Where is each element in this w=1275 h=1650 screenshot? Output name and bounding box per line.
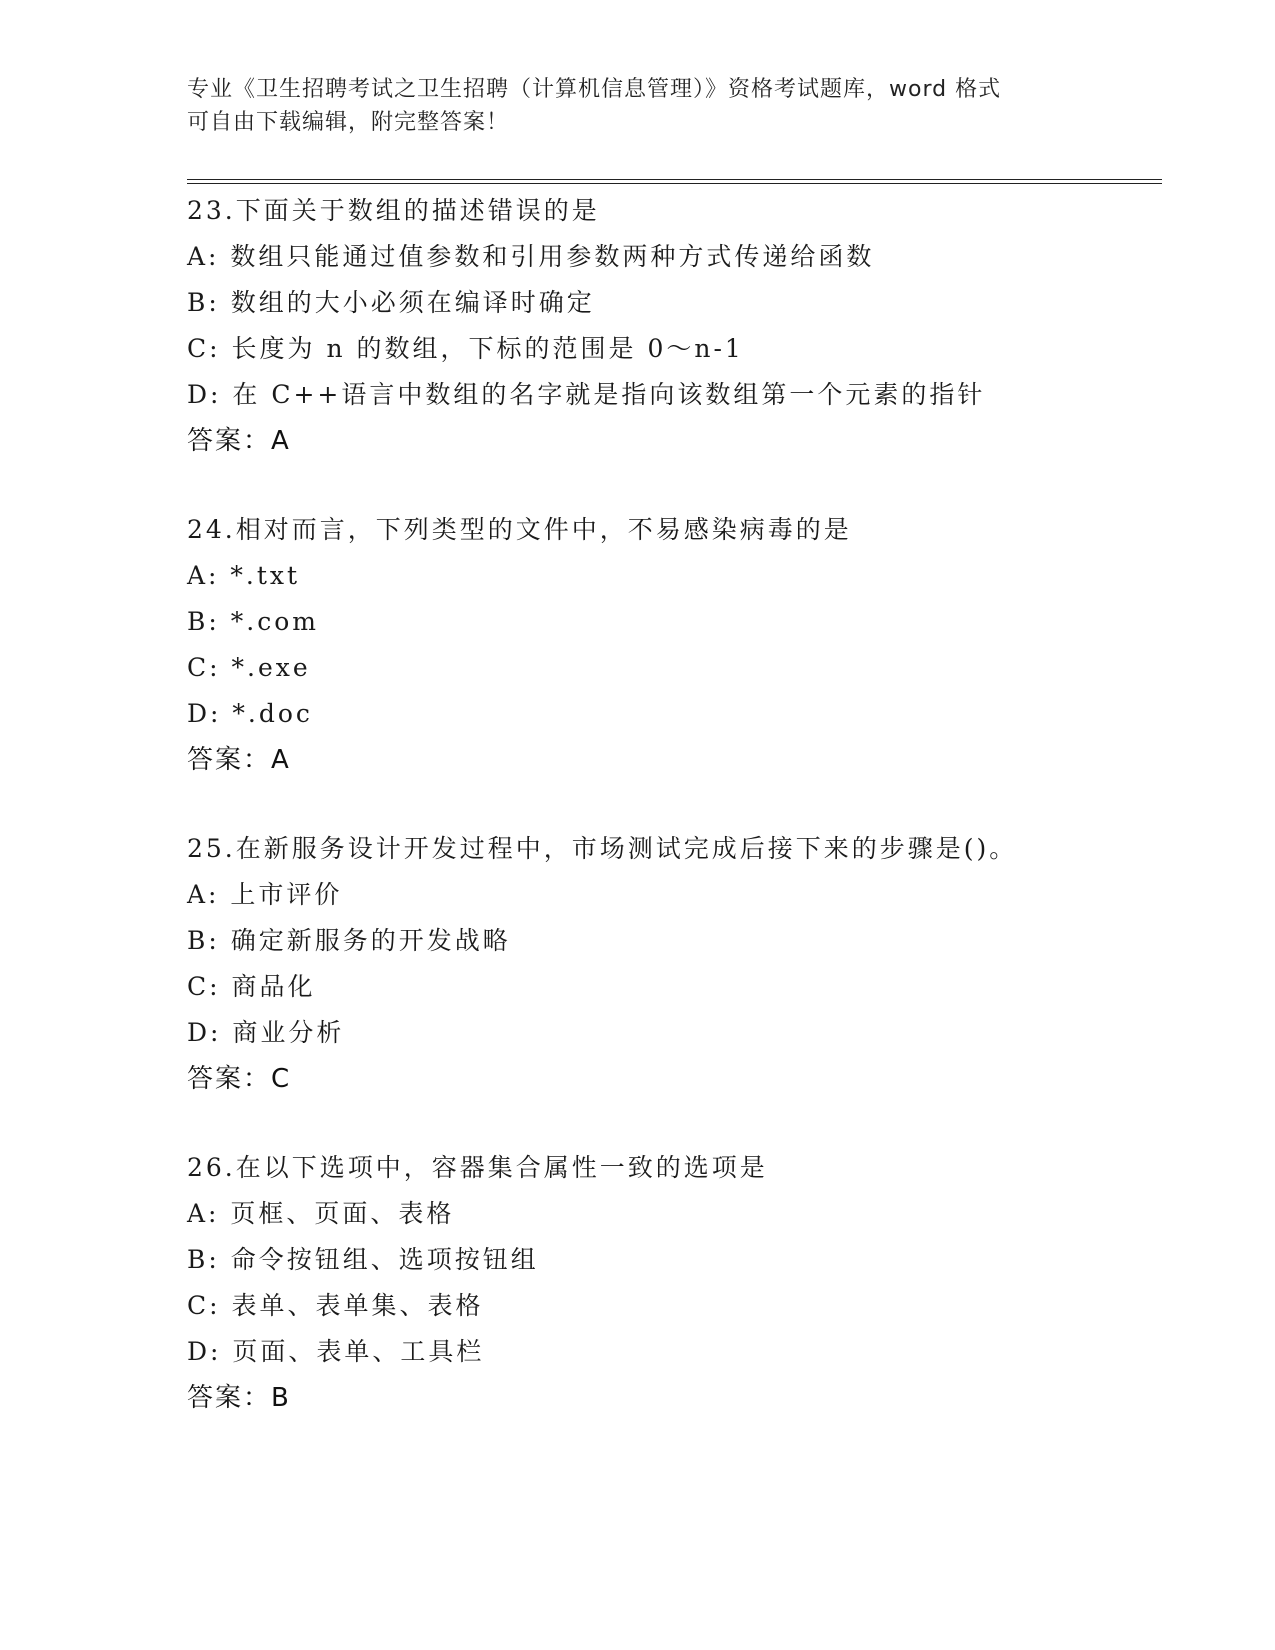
question-24 [187, 507, 1167, 783]
option-b: B: 命令按钮组、选项按钮组 [187, 1245, 539, 1274]
option-b: B: 数组的大小必须在编译时确定 [187, 288, 595, 317]
option-a: A: 上市评价 [187, 880, 343, 909]
option-c: C: 商品化 [187, 972, 316, 1001]
question-stem: 23.下面关于数组的描述错误的是 [187, 196, 600, 225]
option-d: D: *.doc [187, 699, 313, 728]
answer-line: 答案：B [187, 1383, 291, 1413]
answer-line: 答案：A [187, 426, 291, 456]
header-divider-top [187, 179, 1162, 180]
document-header [187, 73, 1087, 139]
question-stem: 24.相对而言，下列类型的文件中，不易感染病毒的是 [187, 515, 852, 544]
option-c: C: 长度为 n 的数组，下标的范围是 0～n-1 [187, 334, 744, 363]
option-a: A: 页框、页面、表格 [187, 1199, 455, 1228]
question-23 [187, 188, 1167, 464]
question-list [187, 188, 1167, 1464]
header-line-1: 专业《卫生招聘考试之卫生招聘（计算机信息管理）》资格考试题库，word 格式 [187, 77, 1002, 102]
option-c: C: 表单、表单集、表格 [187, 1291, 484, 1320]
option-b: B: *.com [187, 607, 319, 636]
question-25 [187, 826, 1167, 1102]
option-b: B: 确定新服务的开发战略 [187, 926, 511, 955]
header-line-2: 可自由下载编辑，附完整答案！ [187, 110, 510, 135]
question-stem: 25.在新服务设计开发过程中，市场测试完成后接下来的步骤是()。 [187, 834, 1018, 863]
option-d: D: 商业分析 [187, 1018, 345, 1047]
option-d: D: 在 C++语言中数组的名字就是指向该数组第一个元素的指针 [187, 380, 986, 409]
question-stem: 26.在以下选项中，容器集合属性一致的选项是 [187, 1153, 768, 1182]
answer-line: 答案：A [187, 745, 291, 775]
question-26 [187, 1145, 1167, 1421]
option-c: C: *.exe [187, 653, 311, 682]
answer-line: 答案：C [187, 1064, 292, 1094]
header-divider-bottom [187, 183, 1162, 184]
option-d: D: 页面、表单、工具栏 [187, 1337, 485, 1366]
option-a: A: *.txt [187, 561, 301, 590]
option-a: A: 数组只能通过值参数和引用参数两种方式传递给函数 [187, 242, 875, 271]
